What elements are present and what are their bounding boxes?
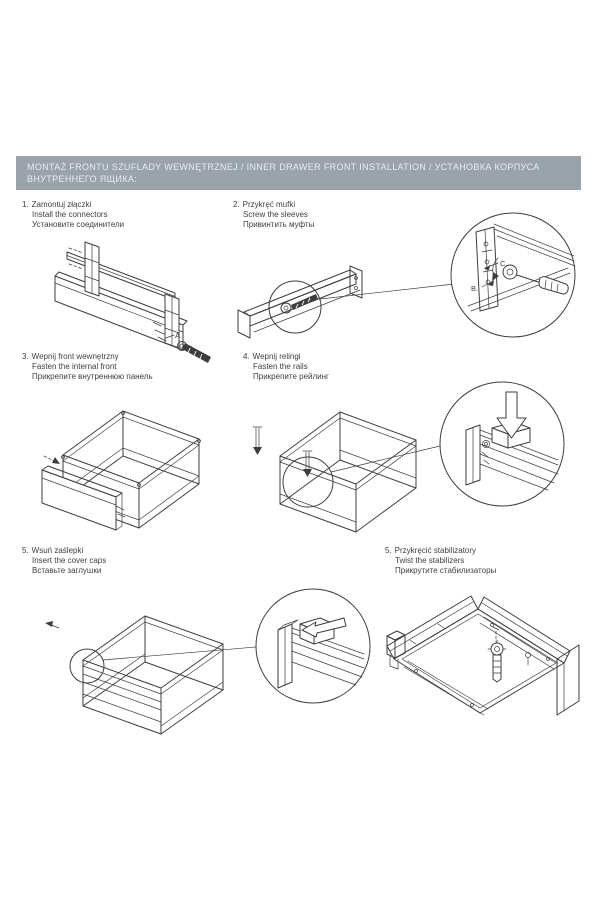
- step-1-text-ru: Установите соединители: [32, 220, 125, 229]
- step-5-right: [385, 546, 496, 576]
- step4-detail-circle: [436, 378, 568, 510]
- step-1: [22, 200, 124, 230]
- step-3-text-en: Fasten the internal front: [32, 362, 117, 371]
- drawer-box: [83, 616, 223, 734]
- bottom-runners: [404, 617, 558, 715]
- step2-illustration-sleeves: [228, 240, 458, 355]
- step-3-number: 3.: [22, 352, 29, 361]
- step2-detail-circle: [448, 210, 578, 340]
- step-4-number: 4.: [243, 352, 250, 361]
- rail-pin-back: [253, 427, 262, 455]
- step-2-number: 2.: [233, 200, 240, 209]
- step-2-text-pl: Przykręć mufki: [242, 200, 296, 209]
- step4-illustration-rails: [240, 390, 440, 540]
- step-1-number: 1.: [22, 200, 29, 209]
- step-1-text-pl: Zamontuj złączki: [31, 200, 92, 209]
- step-5-left-text-pl: Wsuń zaślepki: [31, 546, 84, 555]
- step-5-right-text-ru: Прикрутите стабилизаторы: [395, 566, 497, 575]
- step-4-text-ru: Прикрепите рейлинг: [253, 372, 329, 381]
- step-5-left: [22, 546, 106, 576]
- step-5-right-number: 5.: [385, 546, 392, 555]
- step5-illustration-cover-caps: [25, 590, 257, 740]
- step1-illustration-connectors: [25, 236, 225, 368]
- label-c: C.: [500, 259, 508, 268]
- step-4-text-pl: Wepnij relingi: [252, 352, 301, 361]
- section-header: [16, 156, 581, 190]
- step-3-text-pl: Wepnij front wewnętrzny: [31, 352, 119, 361]
- section-title-line1: MONTAŻ FRONTU SZUFLADY WEWNĘTRZNEJ / INNER DRAWER FRONT INSTALLATION / УСТАНОВКА КОРПУСА: [27, 162, 540, 172]
- step3-illustration-internal-front: [28, 386, 233, 534]
- step-5-left-number: 5.: [22, 546, 29, 555]
- connector-left: [69, 242, 99, 296]
- detail-leader-line: [320, 284, 454, 299]
- step5-detail-circle: [252, 584, 377, 709]
- label-b: B.: [471, 284, 479, 293]
- stabilizer-screw: [488, 627, 506, 682]
- step-5-left-text-ru: Вставьте заглушки: [32, 566, 102, 575]
- step-2: [233, 200, 314, 230]
- drawer-bottom: [387, 596, 579, 715]
- detail-marker-circle: [283, 457, 333, 507]
- step5b-illustration-stabilizers: [372, 583, 600, 738]
- step-2-text-en: Screw the sleeves: [243, 210, 308, 219]
- stabilizer-hole-right: [526, 653, 531, 666]
- step-4: [243, 352, 329, 382]
- step-5-right-text-en: Twist the stabilizers: [395, 556, 465, 565]
- step-1-text-en: Install the connectors: [32, 210, 108, 219]
- step-3-text-ru: Прикрепите внутреннюю панель: [32, 372, 153, 381]
- internal-front-panel: [42, 466, 125, 530]
- label-a: A.: [175, 331, 183, 340]
- drawer-box: [280, 412, 416, 532]
- step-2-text-ru: Привинтить муфты: [243, 220, 315, 229]
- step-5-right-text-pl: Przykręcić stabilizatory: [394, 546, 477, 555]
- step-4-text-en: Fasten the rails: [253, 362, 308, 371]
- step-5-left-text-en: Insert the cover caps: [32, 556, 107, 565]
- detail-leader-line: [103, 647, 256, 660]
- section-title-line2: ВНУТРЕННЕГО ЯЩИКА:: [27, 174, 138, 184]
